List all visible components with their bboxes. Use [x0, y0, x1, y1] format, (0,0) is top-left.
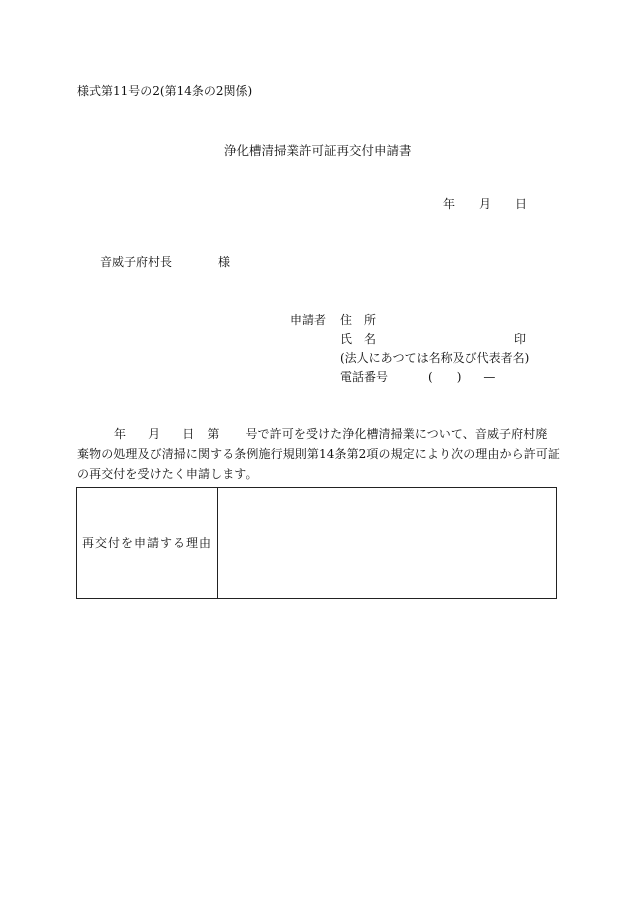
- body-line-1-text: 号で許可を受けた浄化槽清掃業について、音威子府村廃: [245, 427, 548, 441]
- corporation-note: (法人にあつては名称及び代表者名): [340, 351, 530, 365]
- name-label: 氏 名: [340, 332, 377, 346]
- date-line: [443, 198, 527, 210]
- body-line-1: [77, 424, 564, 444]
- body-month: 月: [148, 427, 161, 441]
- phone-label: 電話番号: [340, 370, 389, 384]
- document-title: 浄化槽清掃業許可証再交付申請書: [224, 143, 412, 158]
- date-month-label: 月: [479, 197, 492, 211]
- body-number-prefix: 第: [207, 427, 220, 441]
- date-day-label: 日: [515, 197, 528, 211]
- seal-mark: 印: [514, 332, 527, 346]
- phone-open-paren: (: [428, 370, 433, 384]
- addressee-honorific: 様: [218, 255, 231, 269]
- reason-table: [76, 487, 557, 599]
- applicant-address-row: [340, 314, 376, 326]
- applicant-phone-row: [340, 371, 495, 383]
- reason-label-cell: [77, 488, 218, 598]
- form-number: 様式第11号の2(第14条の2関係): [77, 84, 253, 98]
- address-label: 住 所: [340, 313, 377, 327]
- body-line-2: 棄物の処理及び清掃に関する条例施行規則第14条第2項の規定により次の理由から許可証: [77, 447, 561, 461]
- reason-value-cell[interactable]: [218, 488, 556, 598]
- phone-close-paren: ): [456, 370, 462, 384]
- body-paragraph: [77, 424, 564, 484]
- reason-label: 再交付を申請する理由: [81, 536, 212, 550]
- phone-dash: —: [483, 370, 496, 384]
- addressee: [100, 256, 230, 268]
- body-day: 日: [182, 427, 195, 441]
- applicant-label: 申請者: [290, 313, 327, 327]
- date-year-label: 年: [443, 197, 456, 211]
- body-year: 年: [114, 427, 127, 441]
- body-line-3: の再交付を受けたく申請します。: [77, 467, 258, 481]
- addressee-name: 音威子府村長: [100, 255, 173, 269]
- applicant-name-row: [340, 333, 376, 345]
